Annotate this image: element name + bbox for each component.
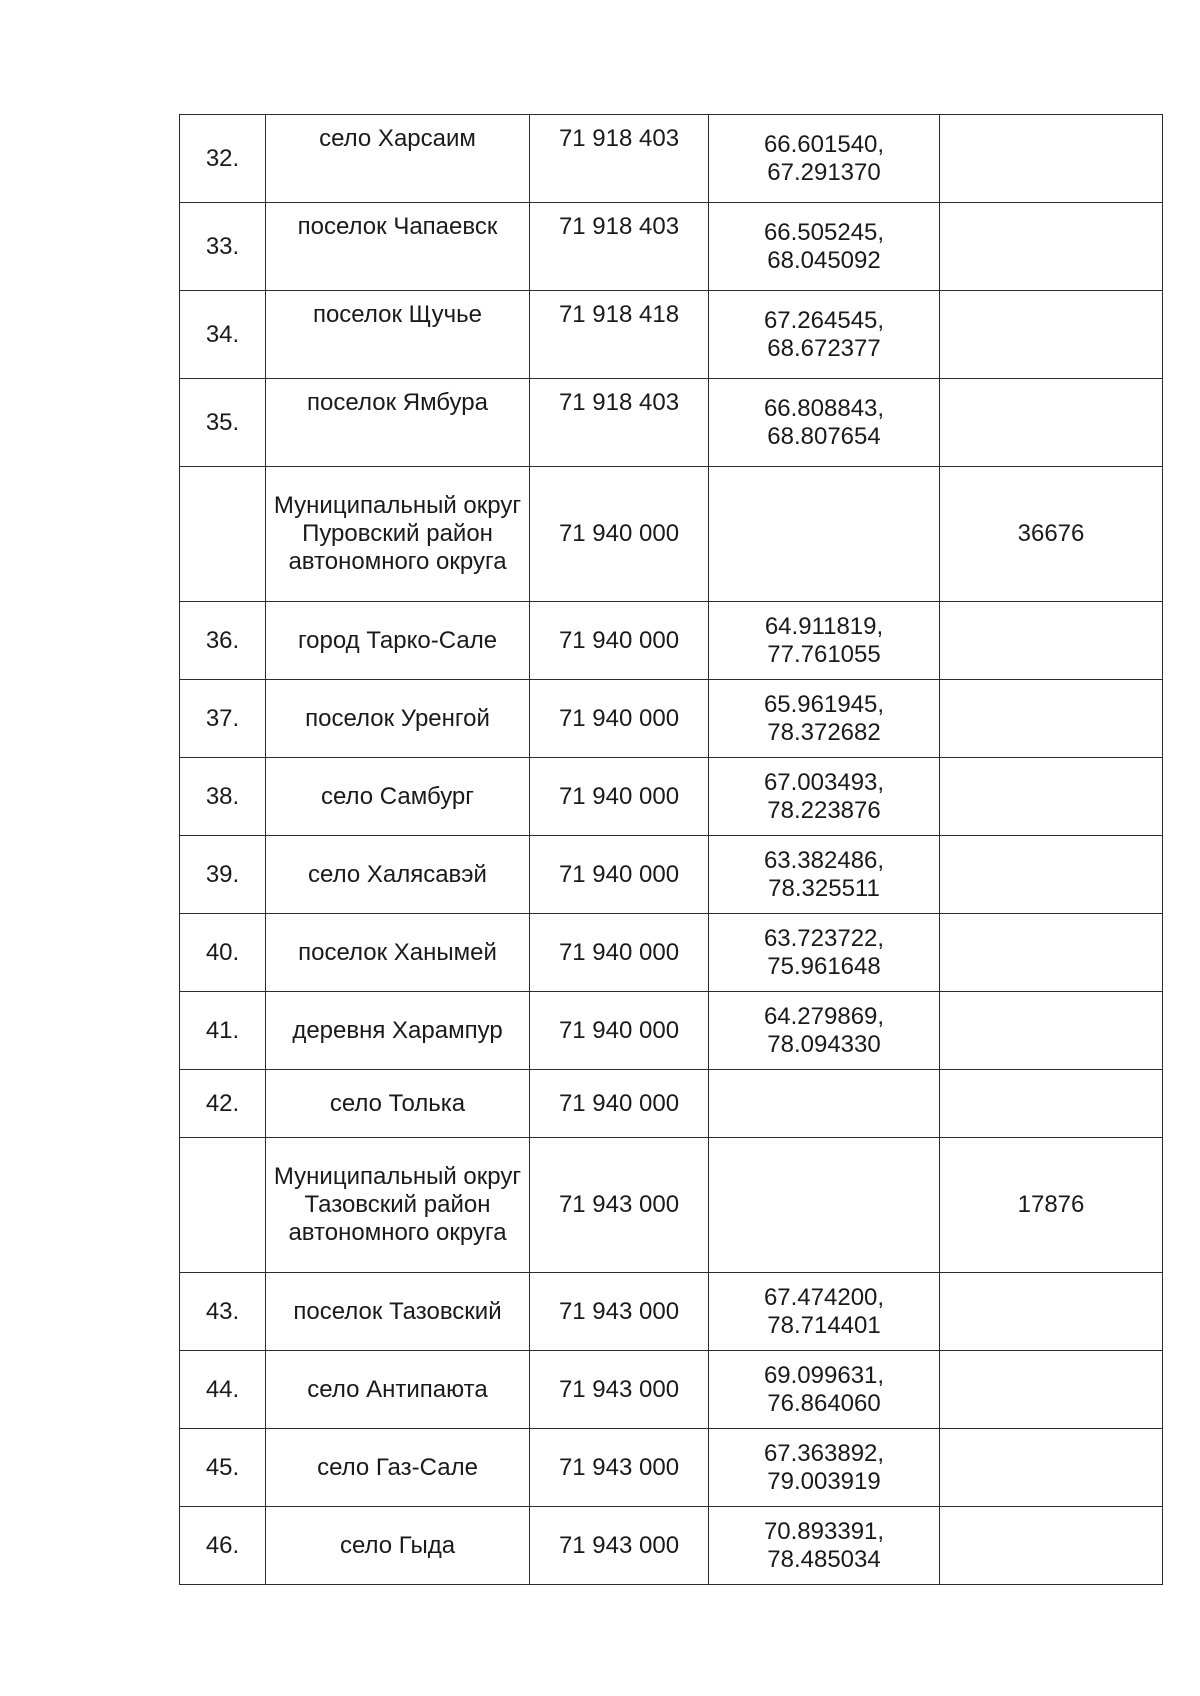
longitude-value: 78.325511 — [768, 874, 880, 902]
latitude-value: 66.808843, — [763, 394, 885, 422]
district-name-cell: Муниципальный округ Пуровский район автономного округа — [266, 467, 530, 602]
oktmo-code-cell: 71 940 000 — [530, 467, 709, 602]
coordinates-cell — [709, 914, 940, 992]
population-cell — [940, 379, 1163, 467]
settlement-name-cell: поселок Тазовский — [266, 1273, 530, 1351]
longitude-value: 79.003919 — [767, 1467, 881, 1495]
oktmo-code-cell: 71 940 000 — [530, 602, 709, 680]
row-number-cell: 34. — [180, 291, 266, 379]
settlements-table — [179, 114, 1163, 1585]
latitude-value: 66.505245, — [763, 218, 885, 246]
latitude-value: 67.474200, — [763, 1283, 885, 1311]
district-row — [180, 467, 1163, 602]
coordinates-cell — [709, 1138, 940, 1273]
latitude-value: 64.279869, — [763, 1002, 885, 1030]
settlement-name-cell: деревня Харампур — [266, 992, 530, 1070]
settlement-name-cell: село Толька — [266, 1070, 530, 1138]
longitude-value: 78.714401 — [767, 1311, 881, 1339]
settlement-name-cell: поселок Уренгой — [266, 680, 530, 758]
settlement-name-cell: город Тарко-Сале — [266, 602, 530, 680]
district-row — [180, 1138, 1163, 1273]
longitude-value: 68.672377 — [767, 334, 881, 362]
settlement-name-cell: село Самбург — [266, 758, 530, 836]
settlement-name-cell: поселок Чапаевск — [266, 203, 530, 291]
latitude-value: 63.382486, — [763, 846, 885, 874]
row-number-cell: 40. — [180, 914, 266, 992]
population-cell — [940, 291, 1163, 379]
table-row — [180, 680, 1163, 758]
population-cell — [940, 1070, 1163, 1138]
oktmo-code-cell: 71 943 000 — [530, 1273, 709, 1351]
latitude-value: 66.601540, — [763, 130, 885, 158]
latitude-value: 64.911819, — [764, 612, 884, 640]
longitude-value: 78.372682 — [767, 718, 881, 746]
district-name-cell: Муниципальный округ Тазовский район автономного округа — [266, 1138, 530, 1273]
settlement-name-cell: поселок Ямбура — [266, 379, 530, 467]
oktmo-code-cell: 71 943 000 — [530, 1429, 709, 1507]
longitude-value: 78.094330 — [767, 1030, 881, 1058]
settlements-table-body — [180, 115, 1163, 1585]
latitude-value: 67.363892, — [763, 1439, 885, 1467]
row-number-cell: 38. — [180, 758, 266, 836]
table-row — [180, 379, 1163, 467]
oktmo-code-cell: 71 918 403 — [530, 115, 709, 203]
settlement-name-cell: поселок Щучье — [266, 291, 530, 379]
table-row — [180, 602, 1163, 680]
longitude-value: 77.761055 — [767, 640, 881, 668]
coordinates-cell — [709, 758, 940, 836]
coordinates-cell — [709, 1351, 940, 1429]
coordinates-cell — [709, 1507, 940, 1585]
row-number-cell: 46. — [180, 1507, 266, 1585]
settlement-name-cell: село Антипаюта — [266, 1351, 530, 1429]
coordinates-cell — [709, 291, 940, 379]
latitude-value: 67.003493, — [763, 768, 885, 796]
latitude-value: 69.099631, — [763, 1361, 885, 1389]
population-cell — [940, 203, 1163, 291]
table-row — [180, 1273, 1163, 1351]
oktmo-code-cell: 71 918 403 — [530, 379, 709, 467]
table-row — [180, 1507, 1163, 1585]
coordinates-cell — [709, 1070, 940, 1138]
population-cell — [940, 914, 1163, 992]
oktmo-code-cell: 71 918 418 — [530, 291, 709, 379]
population-cell — [940, 836, 1163, 914]
settlement-name-cell: село Халясавэй — [266, 836, 530, 914]
latitude-value: 70.893391, — [763, 1517, 885, 1545]
table-row — [180, 914, 1163, 992]
row-number-cell: 41. — [180, 992, 266, 1070]
settlement-name-cell: село Харсаим — [266, 115, 530, 203]
oktmo-code-cell: 71 940 000 — [530, 914, 709, 992]
oktmo-code-cell: 71 918 403 — [530, 203, 709, 291]
population-cell: 36676 — [940, 467, 1163, 602]
table-row — [180, 758, 1163, 836]
table-row — [180, 992, 1163, 1070]
row-number-cell: 44. — [180, 1351, 266, 1429]
oktmo-code-cell: 71 940 000 — [530, 1070, 709, 1138]
coordinates-cell — [709, 115, 940, 203]
row-number-cell: 35. — [180, 379, 266, 467]
table-row — [180, 836, 1163, 914]
coordinates-cell — [709, 1273, 940, 1351]
row-number-cell: 37. — [180, 680, 266, 758]
oktmo-code-cell: 71 940 000 — [530, 836, 709, 914]
coordinates-cell — [709, 680, 940, 758]
coordinates-cell — [709, 602, 940, 680]
oktmo-code-cell: 71 940 000 — [530, 758, 709, 836]
row-number-cell: 39. — [180, 836, 266, 914]
population-cell — [940, 1351, 1163, 1429]
row-number-cell: 45. — [180, 1429, 266, 1507]
table-row — [180, 291, 1163, 379]
row-number-cell: 42. — [180, 1070, 266, 1138]
table-row — [180, 115, 1163, 203]
longitude-value: 78.485034 — [767, 1545, 881, 1573]
coordinates-cell — [709, 836, 940, 914]
longitude-value: 78.223876 — [767, 796, 881, 824]
oktmo-code-cell: 71 940 000 — [530, 680, 709, 758]
population-cell — [940, 1273, 1163, 1351]
row-number-cell: 43. — [180, 1273, 266, 1351]
population-cell — [940, 602, 1163, 680]
population-cell — [940, 1507, 1163, 1585]
row-number-cell: 33. — [180, 203, 266, 291]
latitude-value: 65.961945, — [763, 690, 885, 718]
population-cell — [940, 1429, 1163, 1507]
latitude-value: 67.264545, — [763, 306, 885, 334]
population-cell: 17876 — [940, 1138, 1163, 1273]
settlement-name-cell: поселок Ханымей — [266, 914, 530, 992]
longitude-value: 68.045092 — [767, 246, 881, 274]
row-number-cell — [180, 467, 266, 602]
row-number-cell: 32. — [180, 115, 266, 203]
population-cell — [940, 680, 1163, 758]
population-cell — [940, 115, 1163, 203]
population-cell — [940, 758, 1163, 836]
longitude-value: 67.291370 — [767, 158, 881, 186]
coordinates-cell — [709, 379, 940, 467]
settlement-name-cell: село Газ-Сале — [266, 1429, 530, 1507]
row-number-cell — [180, 1138, 266, 1273]
table-row — [180, 1351, 1163, 1429]
population-cell — [940, 992, 1163, 1070]
coordinates-cell — [709, 992, 940, 1070]
oktmo-code-cell: 71 943 000 — [530, 1138, 709, 1273]
longitude-value: 68.807654 — [767, 422, 881, 450]
table-row — [180, 1070, 1163, 1138]
longitude-value: 76.864060 — [767, 1389, 881, 1417]
coordinates-cell — [709, 203, 940, 291]
row-number-cell: 36. — [180, 602, 266, 680]
longitude-value: 75.961648 — [767, 952, 881, 980]
oktmo-code-cell: 71 943 000 — [530, 1351, 709, 1429]
settlement-name-cell: село Гыда — [266, 1507, 530, 1585]
oktmo-code-cell: 71 943 000 — [530, 1507, 709, 1585]
coordinates-cell — [709, 1429, 940, 1507]
coordinates-cell — [709, 467, 940, 602]
table-row — [180, 203, 1163, 291]
oktmo-code-cell: 71 940 000 — [530, 992, 709, 1070]
table-row — [180, 1429, 1163, 1507]
latitude-value: 63.723722, — [763, 924, 885, 952]
